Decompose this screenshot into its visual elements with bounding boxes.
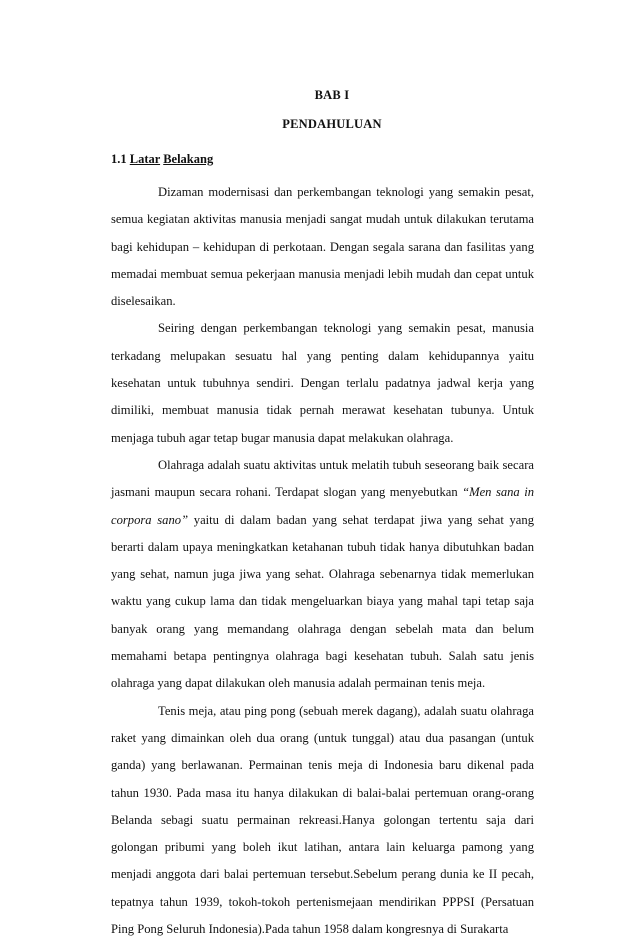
paragraph-3-text-start: Olahraga adalah suatu aktivitas untuk melatih tubuh seseorang baik secara jasmani maupun secara rohani. Terdapat slogan yang menyebutkan — [111, 457, 534, 500]
paragraph-1: Dizaman modernisasi dan perkembangan teknologi yang semakin pesat, semua kegiatan aktivitas manusia menjadi sangat mudah untuk dilakukan terutama bagi kehidupan – kehidupan di perkotaan. Dengan segala sarana dan fasilitas yang memadai membuat semua pekerjaan manusia menjadi lebih mudah dan cepat untuk diselesaikan. — [111, 185, 534, 309]
latin-slogan-quote: “Men sana in corpora sano” — [111, 485, 534, 527]
section-heading — [111, 152, 213, 167]
paragraph-3-text-end: yaitu di dalam badan yang sehat terdapat jiwa yang sehat yang berarti dalam upaya meningkatkan ketahanan tubuh tidak hanya dibutuhkan badan yang sehat, namun juga jiwa yang sehat. Olahraga sebenarnya tidak memerlukan waktu yang cukup lama dan tidak mengeluarkan biaya yang mahal tapi tetap saja banyak orang yang memandang olahraga dengan sebelah mata dan belum memahami betapa pentingnya olahraga bagi kesehatan tubuh. Salah satu jenis olahraga yang dapat dilakukan oleh manusia adalah permainan tenis meja. — [111, 512, 534, 691]
paragraph-4: Tenis meja, atau ping pong (sebuah merek dagang), adalah suatu olahraga raket yang dimainkan oleh dua orang (untuk tunggal) atau dua pasangan (untuk ganda) yang berlawanan. Permainan tenis meja di Indonesia baru dikenal pada tahun 1930. Pada masa itu hanya dilakukan di balai-balai pertemuan orang-orang Belanda sebagi suatu permainan rekreasi.Hanya golongan tertentu saja dari golongan pribumi yang boleh ikut latihan, antara lain keluarga pamong yang menjadi anggota dari balai pertemuan tersebut.Sebelum perang dunia ke II pecah, tepatnya tahun 1939, tokoh-tokoh pertenismejaan mendirikan PPPSI (Persatuan Ping Pong Seluruh Indonesia).Pada tahun 1958 dalam kongresnya di Surakarta — [111, 703, 534, 937]
chapter-title: PENDAHULUAN — [282, 117, 382, 131]
section-word-belakang: Belakang — [163, 152, 214, 166]
section-number: 1.1 — [111, 152, 127, 166]
paragraph-2: Seiring dengan perkembangan teknologi yang semakin pesat, manusia terkadang melupakan sesuatu hal yang penting dalam kehidupannya yaitu kesehatan untuk tubuhnya sendiri. Dengan terlalu padatnya jadwal kerja yang dimiliki, membuat manusia tidak pernah merawat kesehatan tubunya. Untuk menjaga tubuh agar tetap bugar manusia dapat melakukan olahraga. — [111, 321, 534, 445]
section-word-latar: Latar — [129, 152, 161, 166]
chapter-heading: BAB I — [314, 88, 350, 102]
paragraph-3 — [111, 452, 534, 698]
body-text — [111, 179, 534, 943]
